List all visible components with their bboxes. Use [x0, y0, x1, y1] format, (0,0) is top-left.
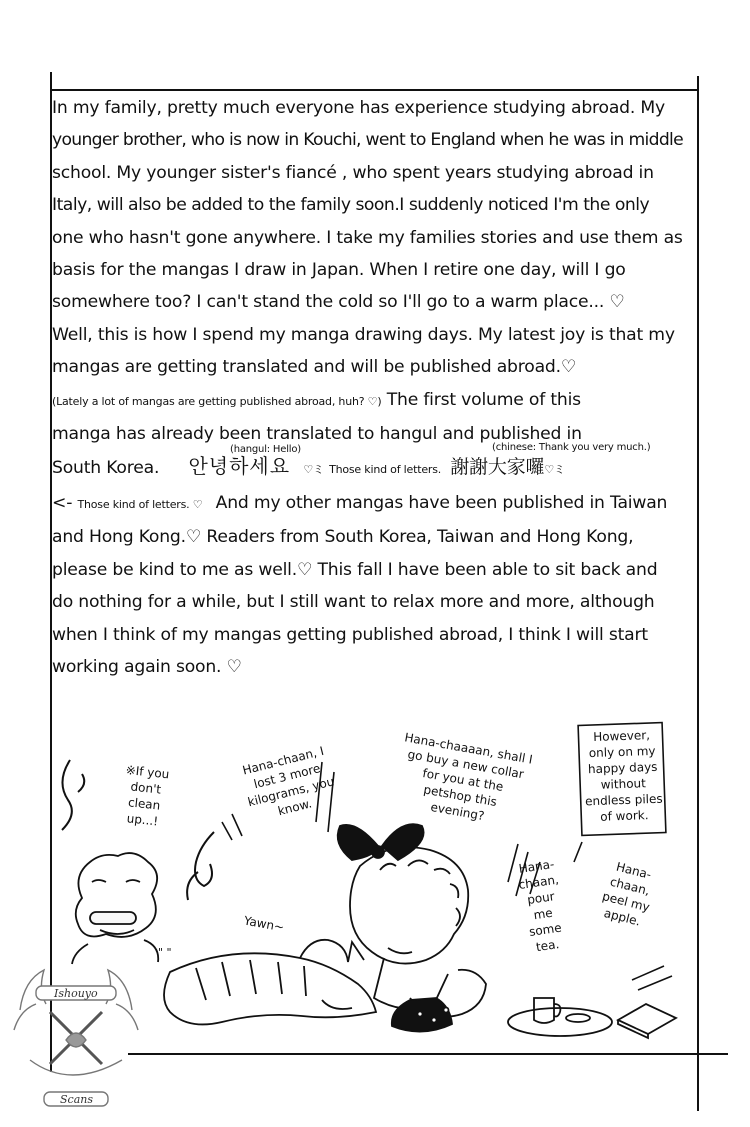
essay-line: younger brother, who is now in Kouchi, went to England when he was in middle: [52, 130, 683, 151]
heart-mi: ♡ミ: [303, 463, 324, 477]
sound-mark: " ": [158, 946, 172, 959]
hangul-greeting: 안녕하세요: [188, 454, 291, 479]
essay-line-rest: And my other mangas have been published in Taiwan: [215, 492, 668, 513]
letters-note-2: Those kind of letters. ♡: [77, 497, 203, 511]
hangul-note: (hangul: Hello): [230, 444, 301, 456]
essay-line: basis for the mangas I draw in Japan. When I retire one day, will I go: [52, 260, 626, 281]
logo-top-text: Ishouyo: [54, 987, 98, 1000]
arrow-text: <-: [52, 492, 73, 513]
bubble-apple: Hana- chaan, peel my apple.: [600, 859, 653, 929]
yawn-text: Yawn~: [242, 913, 286, 935]
aside-note: (Lately a lot of mangas are getting published abroad, huh? ♡): [52, 394, 382, 408]
essay-line: please be kind to me as well.♡ This fall I have been able to sit back and: [52, 559, 658, 580]
essay-line: Well, this is how I spend my manga drawing days. My latest joy is that my: [52, 324, 675, 345]
bubble-tea: Hana- chaan, pour me some tea.: [517, 856, 563, 955]
essay-line: somewhere too? I can't stand the cold so I'll go to a warm place... ♡: [52, 292, 625, 313]
essay-line-rest: The first volume of this: [381, 389, 581, 410]
letters-note: Those kind of letters.: [329, 463, 442, 477]
essay-line: mangas are getting translated and will be published abroad.♡: [52, 357, 577, 378]
essay-line: manga has already been translated to hangul and published in: [52, 424, 582, 445]
essay-line: do nothing for a while, but I still want to relax more and more, although: [52, 592, 655, 613]
essay-line: school. My younger sister's fiancé , who spent years studying abroad in: [52, 162, 654, 183]
essay-line: Italy, will also be added to the family soon.I suddenly noticed I'm the only: [52, 195, 650, 216]
bubble-kilograms: Hana-chaan, I lost 3 more kilograms, you know.: [241, 743, 336, 819]
essay-line: when I think of my mangas getting published abroad, I think I will start: [52, 624, 648, 645]
bubble-collar: Hana-chaaaan, shall I go buy a new collar for you at the petshop this evening?: [403, 730, 534, 824]
heart-mi-end: ♡ミ: [544, 463, 565, 477]
bubble-happy-days: However, only on my happy days without endless piles of work.: [584, 728, 663, 824]
logo-bottom-text: Scans: [60, 1093, 93, 1106]
essay-line: working again soon. ♡: [52, 656, 242, 677]
essay-line: one who hasn't gone anywhere. I take my families stories and use them as: [52, 227, 683, 248]
essay-line: In my family, pretty much everyone has experience studying abroad. My: [52, 98, 666, 118]
bubble-clean-up: ※If you don't clean up...!: [125, 762, 170, 829]
essay-line: and Hong Kong.♡ Readers from South Korea, Taiwan and Hong Kong,: [52, 527, 634, 548]
chinese-note: (chinese: Thank you very much.): [492, 442, 651, 454]
chinese-greeting: 謝謝大家囉: [450, 456, 545, 479]
south-korea-text: South Korea.: [52, 458, 160, 479]
